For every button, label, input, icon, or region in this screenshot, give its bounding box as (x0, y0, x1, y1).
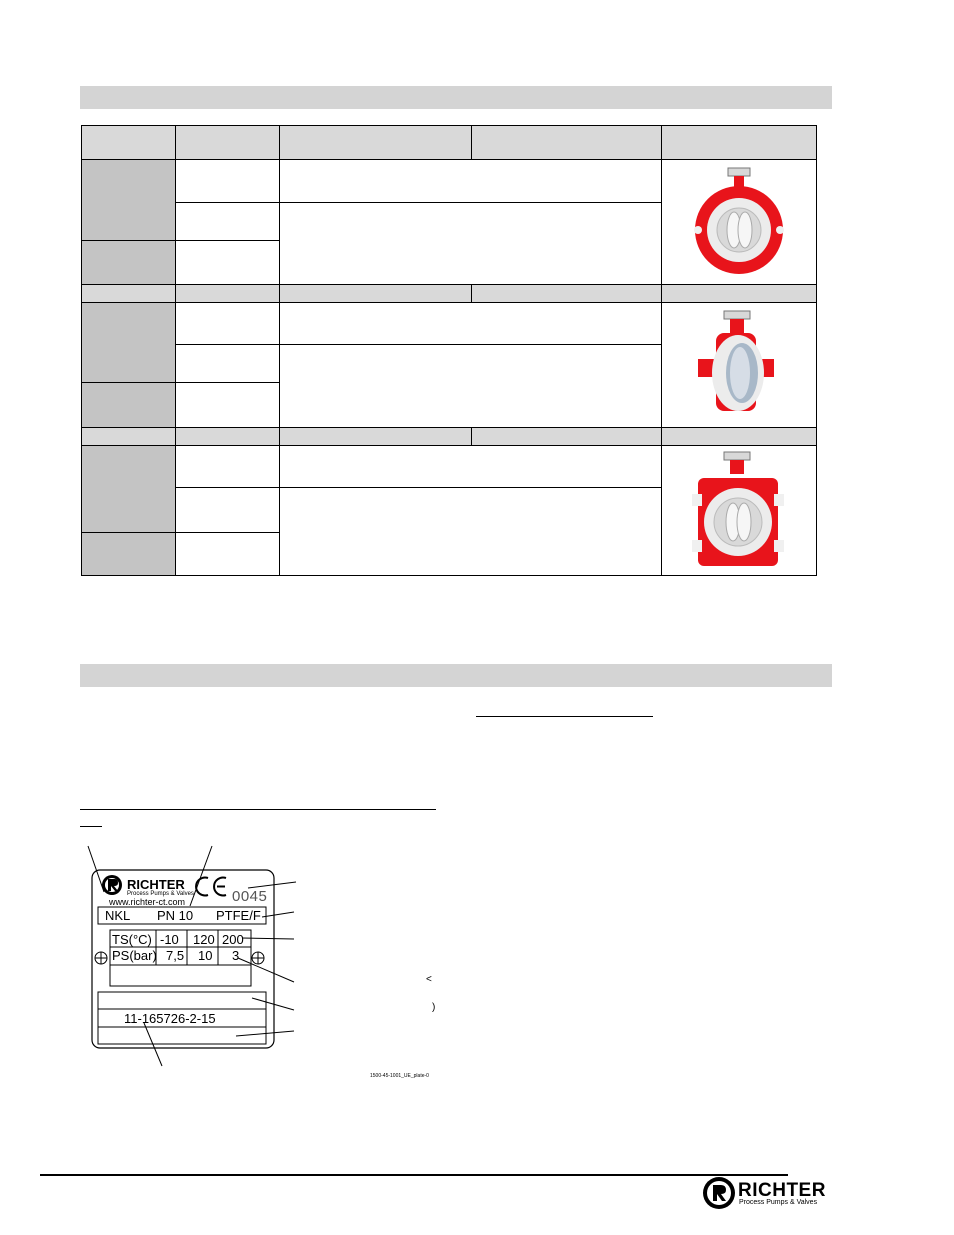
plate-brand: RICHTER (127, 877, 185, 892)
table-separator-row (82, 428, 817, 446)
plate-ps-value: 10 (198, 948, 213, 963)
plate-ps-value: 3 (232, 948, 240, 963)
side-mark: < (426, 974, 432, 985)
plate-notified-body: 0045 (232, 888, 268, 905)
heading-underline (476, 716, 653, 717)
plate-ts-value: 200 (222, 932, 244, 947)
plate-serial: 11-165726-2-15 (124, 1011, 216, 1026)
footer-logo (702, 1174, 832, 1210)
footer-rule (40, 1174, 788, 1176)
valve-variant-table (81, 125, 817, 576)
side-mark: ) (432, 1002, 436, 1013)
richter-logo-icon (702, 1176, 736, 1210)
plate-ts-label: TS(°C) (112, 932, 152, 947)
valve-image-cell (662, 446, 817, 576)
section-bar-1 (80, 86, 832, 109)
plate-tagline: Process Pumps & Valves (127, 891, 194, 897)
nameplate-diagram (80, 840, 450, 1085)
plate-ps-value: 7,5 (166, 948, 185, 963)
subheading-underline (80, 809, 436, 810)
valve-wafer-image (684, 166, 794, 278)
table-row (82, 160, 817, 203)
table-separator-row (82, 285, 817, 303)
drawing-reference: 1500-45-1001_UE_plate-0 (370, 1073, 429, 1079)
plate-ts-value: -10 (160, 932, 179, 947)
valve-lug-image (684, 450, 794, 572)
valve-side-image (684, 309, 794, 421)
plate-url: www.richter-ct.com (109, 897, 186, 907)
table-row (82, 446, 817, 488)
plate-ps-label: PS(bar) (112, 948, 157, 963)
section-bar-2 (80, 664, 832, 687)
plate-model: NKL (105, 908, 131, 923)
plate-pn: PN 10 (157, 908, 194, 923)
table-header-row (82, 126, 817, 160)
footer-brand: RICHTER (738, 1180, 826, 1201)
subheading-underline-short (80, 826, 102, 827)
plate-ts-value: 120 (193, 932, 215, 947)
table-row (82, 303, 817, 345)
plate-ce-mark (81, 870, 82, 871)
plate-lining: PTFE/F (216, 908, 261, 923)
valve-image-cell (662, 303, 817, 428)
footer-tagline: Process Pumps & Valves (739, 1199, 818, 1206)
valve-image-cell (662, 160, 817, 285)
